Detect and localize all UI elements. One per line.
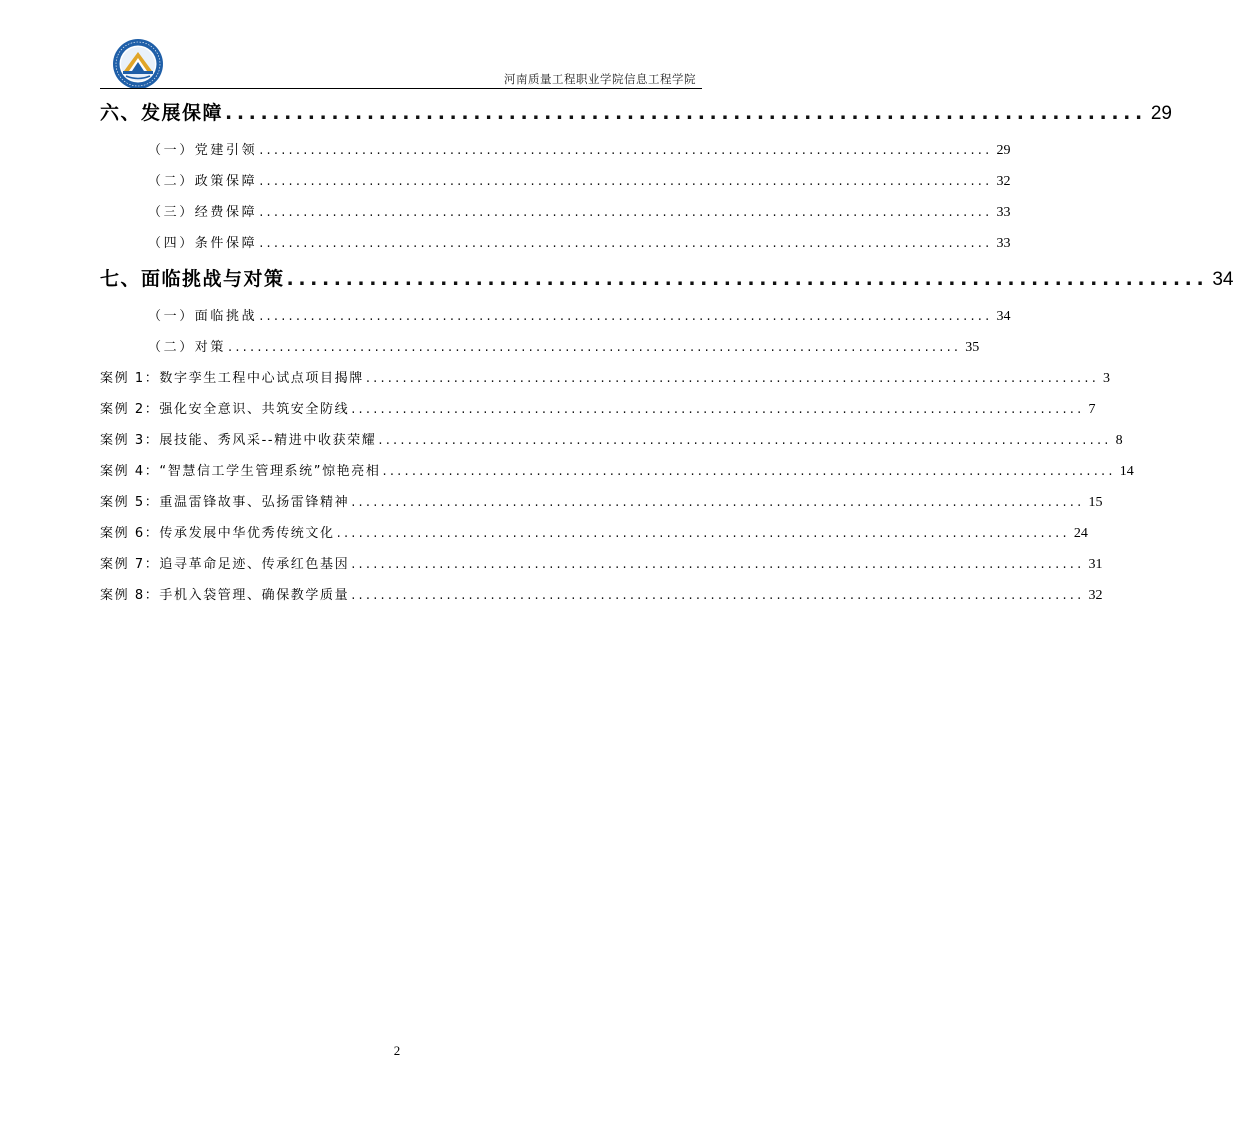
toc-section-title: 六、发展保障 [100,102,224,124]
toc-dot-leader: .................................................................................................... [259,309,993,324]
toc-case-title: 案例 4：“智慧信工学生管理系统”惊艳亮相 [100,464,381,479]
toc-page-number: 34 [996,309,1011,324]
toc-case-title: 案例 5：重温雷锋故事、弘扬雷锋精神 [100,495,350,510]
toc-dot-leader: .................................................................................................... [351,402,1085,417]
toc-case-title: 案例 3：展技能、秀风采--精进中收获荣耀 [100,433,377,448]
toc-subsection-title: （一）面临挑战 [148,309,258,324]
toc-case-title: 案例 6：传承发展中华优秀传统文化 [100,526,335,541]
toc-case-title: 案例 8：手机入袋管理、确保教学质量 [100,588,350,603]
toc-page-number: 15 [1088,495,1103,510]
toc-dot-leader: .................................................................................................... [228,340,962,355]
toc-page-number: 33 [996,236,1011,251]
toc-dot-leader: .............................................................................. [225,102,1147,124]
toc-page-number: 35 [965,340,980,355]
toc-subsection-funding[interactable] [148,201,1011,221]
toc-dot-leader: .................................................................................................... [259,236,993,251]
toc-dot-leader: .................................................................................................... [351,495,1085,510]
toc-section-title: 七、面临挑战与对策 [100,268,285,290]
header-institution-name: 河南质量工程职业学院信息工程学院 [504,72,696,86]
toc-dot-leader: .................................................................................................... [336,526,1070,541]
toc-dot-leader: .................................................................................................... [365,371,1100,386]
toc-section-challenges[interactable] [100,264,1233,290]
toc-dot-leader: .................................................................................................... [378,433,1112,448]
toc-case-5[interactable] [100,491,1103,511]
toc-page-number: 31 [1088,557,1103,572]
college-logo [112,38,164,90]
toc-dot-leader: .............................................................................. [286,268,1209,290]
toc-page-number: 29 [996,143,1011,158]
toc-subsection-party-building[interactable] [148,139,1011,159]
toc-subsection-facing-challenges[interactable] [148,305,1011,325]
toc-dot-leader: .................................................................................................... [259,174,993,189]
toc-case-7[interactable] [100,553,1103,573]
toc-page-number: 29 [1150,103,1172,124]
toc-page-number: 7 [1088,402,1096,417]
toc-dot-leader: .................................................................................................... [382,464,1116,479]
toc-subsection-countermeasures[interactable] [148,336,980,356]
toc-page-number: 8 [1115,433,1123,448]
toc-subsection-title: （三）经费保障 [148,205,258,220]
toc-case-title: 案例 7：追寻革命足迹、传承红色基因 [100,557,350,572]
toc-case-1[interactable] [100,367,1111,387]
toc-dot-leader: .................................................................................................... [351,588,1085,603]
toc-page-number: 34 [1212,269,1233,290]
toc-subsection-policy[interactable] [148,170,1011,190]
toc-page-number: 32 [996,174,1011,189]
toc-subsection-title: （二）对策 [148,340,227,355]
toc-page-number: 24 [1073,526,1088,541]
toc-case-6[interactable] [100,522,1088,542]
toc-page-number: 3 [1103,371,1111,386]
header-divider [100,88,702,89]
toc-page-number: 14 [1119,464,1134,479]
toc-case-4[interactable] [100,460,1134,480]
toc-dot-leader: .................................................................................................... [351,557,1085,572]
toc-case-title: 案例 1：数字孪生工程中心试点项目揭牌 [100,371,364,386]
toc-subsection-title: （四）条件保障 [148,236,258,251]
toc-case-title: 案例 2：强化安全意识、共筑安全防线 [100,402,350,417]
toc-subsection-title: （一）党建引领 [148,143,258,158]
toc-subsection-title: （二）政策保障 [148,174,258,189]
toc-page-number: 32 [1088,588,1103,603]
toc-case-8[interactable] [100,584,1103,604]
toc-dot-leader: .................................................................................................... [259,205,993,220]
toc-page-number: 33 [996,205,1011,220]
toc-subsection-conditions[interactable] [148,232,1011,252]
toc-section-development-guarantee[interactable] [100,98,1172,124]
toc-dot-leader: .................................................................................................... [259,143,993,158]
toc-case-3[interactable] [100,429,1123,449]
toc-case-2[interactable] [100,398,1096,418]
page-number: 2 [393,1043,401,1058]
